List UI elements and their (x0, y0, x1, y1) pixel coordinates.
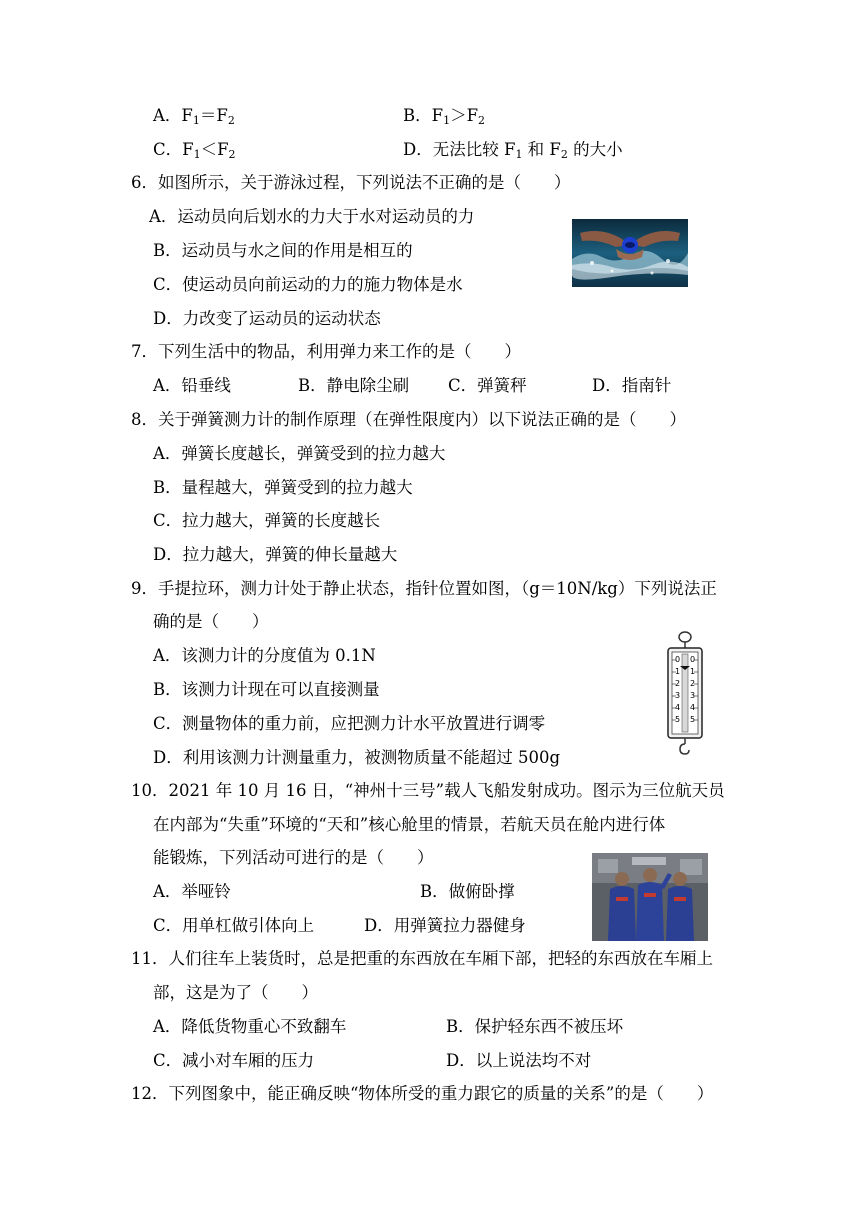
q9-stem-line1: 9．手提拉环，测力计处于静止状态，指针位置如图，（g＝10N/kg）下列说法正 (131, 579, 717, 598)
q10-option-d: D．用弹簧拉力器健身 (364, 916, 526, 935)
q6-option-c: C．使运动员向前运动的力的施力物体是水 (153, 275, 463, 294)
q5-option-b: B．$F_1>F_2$ (403, 106, 486, 127)
scale-label-right-2: 2 (690, 679, 696, 688)
q11-option-b: B．保护轻东西不被压坏 (446, 1017, 624, 1036)
q10-option-b: B．做俯卧撑 (420, 882, 515, 901)
q11-option-d: D．以上说法均不对 (446, 1051, 592, 1070)
scale-label-left-3: 3 (675, 691, 681, 700)
q9-option-a: A．该测力计的分度值为 0.1N (153, 646, 376, 665)
q7-option-d: D．指南针 (592, 376, 672, 395)
swimmer-photo (572, 219, 688, 287)
q8-option-b: B．量程越大，弹簧受到的拉力越大 (153, 478, 413, 497)
scale-label-right-3: 3 (690, 691, 696, 700)
q8-stem: 8．关于弹簧测力计的制作原理（在弹性限度内）以下说法正确的是（ ） (131, 410, 686, 429)
q10-stem-line1: 10．2021 年 10 月 16 日，“神州十三号”载人飞船发射成功。图示为三位航天员 (131, 781, 725, 800)
q7-option-c: C．弹簧秤 (448, 376, 527, 395)
scale-label-left-4: 4 (675, 703, 681, 712)
q6-option-d: D．力改变了运动员的运动状态 (153, 309, 381, 328)
scale-label-left-1: 1 (675, 667, 681, 676)
q6-option-b: B．运动员与水之间的作用是相互的 (153, 241, 413, 260)
q6-stem: 6．如图所示，关于游泳过程，下列说法不正确的是（ ） (131, 173, 571, 192)
q10-option-c: C．用单杠做引体向上 (153, 916, 315, 935)
spring-scale-figure (662, 630, 708, 756)
q7-option-a: A．铅垂线 (153, 376, 231, 395)
q10-stem-line3: 能锻炼，下列活动可进行的是（ ） (153, 848, 434, 867)
q9-option-d: D．利用该测力计测量重力，被测物质量不能超过 500g (153, 748, 561, 767)
q6-option-a: A．运动员向后划水的力大于水对运动员的力 (149, 207, 475, 226)
scale-label-left-0: 0 (675, 655, 681, 664)
q11-stem-line2: 部，这是为了（ ） (153, 983, 318, 1002)
scale-label-left-2: 2 (675, 679, 681, 688)
scale-label-right-4: 4 (690, 703, 696, 712)
q8-option-d: D．拉力越大，弹簧的伸长量越大 (153, 545, 398, 564)
q11-option-c: C．减小对车厢的压力 (153, 1051, 315, 1070)
astronauts-photo (592, 853, 708, 941)
q8-option-a: A．弹簧长度越长，弹簧受到的拉力越大 (153, 444, 446, 463)
q5-option-a: A．$F_1=F_2$ (153, 106, 235, 127)
q10-stem-line2: 在内部为“失重”环境的“天和”核心舱里的情景，若航天员在舱内进行体 (153, 815, 666, 834)
q9-option-b: B．该测力计现在可以直接测量 (153, 680, 380, 699)
swimmer-illustration (572, 219, 688, 287)
q9-stem-line2: 确的是（ ） (153, 612, 269, 631)
scale-label-right-5: 5 (690, 715, 696, 724)
scale-label-left-5: 5 (675, 715, 681, 724)
q10-option-a: A．举哑铃 (153, 882, 231, 901)
q8-option-c: C．拉力越大，弹簧的长度越长 (153, 511, 381, 530)
q11-option-a: A．降低货物重心不致翻车 (153, 1017, 347, 1036)
astronauts-illustration (592, 853, 708, 941)
q11-stem-line1: 11．人们往车上装货时，总是把重的东西放在车厢下部，把轻的东西放在车厢上 (131, 949, 713, 968)
q9-option-c: C．测量物体的重力前，应把测力计水平放置进行调零 (153, 714, 546, 733)
q5-option-d: D．无法比较 $F_1$ 和 $F_2$ 的大小 (403, 140, 623, 161)
q5-option-c: C．$F_1<F_2$ (153, 140, 236, 161)
scale-label-right-0: 0 (690, 655, 696, 664)
q12-stem: 12．下列图象中，能正确反映“物体所受的重力跟它的质量的关系”的是（ ） (131, 1084, 714, 1103)
scale-label-right-1: 1 (690, 667, 696, 676)
q7-stem: 7．下列生活中的物品，利用弹力来工作的是（ ） (131, 342, 521, 361)
q7-option-b: B．静电除尘刷 (298, 376, 410, 395)
